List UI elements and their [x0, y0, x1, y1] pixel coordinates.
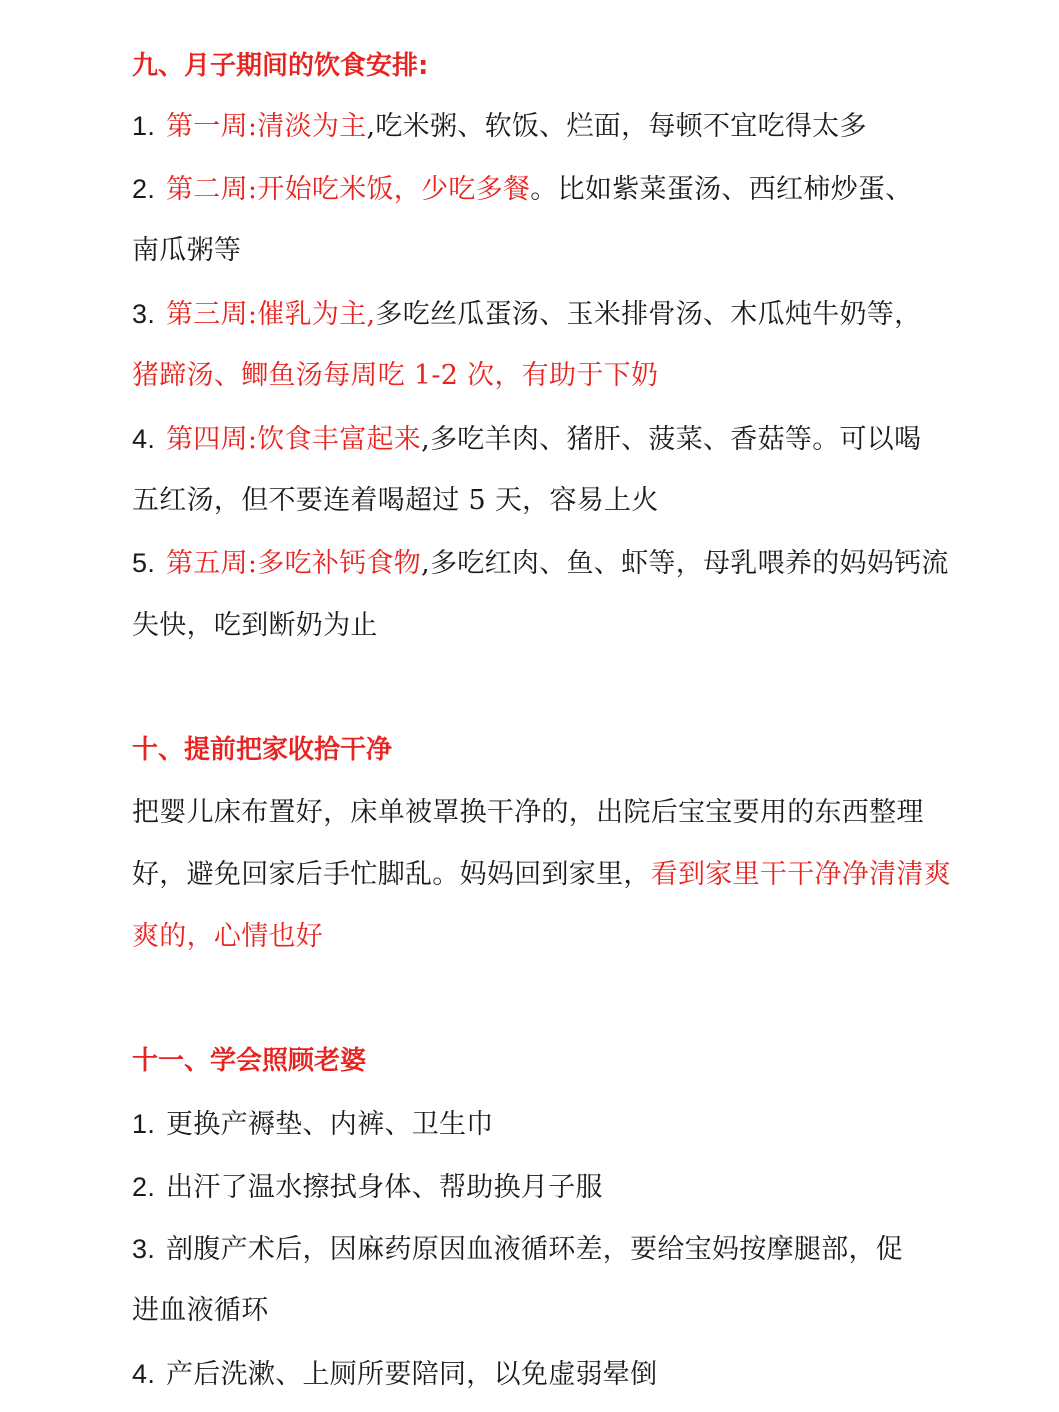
item-highlight: 第五周:多吃补钙食物	[166, 548, 422, 579]
section9-item-2	[132, 171, 913, 208]
section10-title: 十、提前把家收拾干净	[132, 735, 393, 765]
section10-line-1: 把婴儿床布置好，床单被罩换干净的，出院后宝宝要用的东西整理	[132, 797, 924, 828]
item-number: 4.	[132, 424, 156, 454]
item-text: ,多吃红肉、鱼、虾等，母乳喂养的妈妈钙流	[421, 548, 949, 579]
section9-item-3	[132, 296, 921, 333]
section9-item-3-cont: 猪蹄汤、鲫鱼汤每周吃 1-2 次，有助于下奶	[132, 360, 659, 391]
item-text: 多吃丝瓜蛋汤、玉米排骨汤、木瓜炖牛奶等，	[375, 299, 922, 330]
section9-item-2-cont: 南瓜粥等	[132, 235, 242, 266]
line-text: 好，避免回家后手忙脚乱。妈妈回到家里，	[132, 859, 651, 890]
item-number: 5.	[132, 548, 156, 578]
item-number: 2.	[132, 174, 156, 204]
item-text: 。比如紫菜蛋汤、西红柿炒蛋、	[530, 174, 913, 205]
item-text: ,多吃羊肉、猪肝、菠菜、香菇等。可以喝	[421, 424, 922, 455]
section9-item-4-cont: 五红汤，但不要连着喝超过 5 天，容易上火	[132, 485, 659, 516]
item-highlight: 第二周:开始吃米饭，少吃多餐	[166, 174, 531, 205]
item-number: 1.	[132, 111, 156, 141]
item-text: 产后洗漱、上厕所要陪同，以免虚弱晕倒	[166, 1359, 658, 1390]
item-highlight: 第一周:清淡为主	[166, 111, 367, 142]
section11-item-1	[132, 1106, 494, 1143]
section11-title: 十一、学会照顾老婆	[132, 1046, 367, 1076]
item-highlight: 第三周:催乳为主,	[166, 299, 376, 330]
item-number: 2.	[132, 1172, 156, 1202]
item-text: ,吃米粥、软饭、烂面，每顿不宜吃得太多	[366, 111, 867, 142]
item-number: 3.	[132, 299, 156, 329]
section9-item-5-cont: 失快，吃到断奶为止	[132, 610, 378, 641]
item-highlight: 第四周:饮食丰富起来	[166, 424, 422, 455]
section9-item-4	[132, 421, 921, 458]
section11-item-3-cont: 进血液循环	[132, 1295, 269, 1326]
section9-item-1	[132, 108, 867, 145]
item-text: 剖腹产术后，因麻药原因血液循环差，要给宝妈按摩腿部，促	[166, 1234, 904, 1265]
section10-line-3: 爽的，心情也好	[132, 921, 324, 952]
item-text: 更换产褥垫、内裤、卫生巾	[166, 1109, 494, 1140]
section10-line-2	[132, 857, 951, 893]
line-highlight: 看到家里干干净净清清爽	[650, 859, 952, 890]
item-number: 1.	[132, 1109, 156, 1139]
section11-item-4	[132, 1356, 657, 1393]
section9-title: 九、月子期间的饮食安排:	[132, 51, 429, 81]
item-number: 3.	[132, 1234, 156, 1264]
section9-item-5	[132, 545, 949, 582]
section11-item-2	[132, 1169, 603, 1206]
section11-item-3	[132, 1231, 903, 1268]
item-text: 出汗了温水擦拭身体、帮助换月子服	[166, 1172, 603, 1203]
item-number: 4.	[132, 1359, 156, 1389]
